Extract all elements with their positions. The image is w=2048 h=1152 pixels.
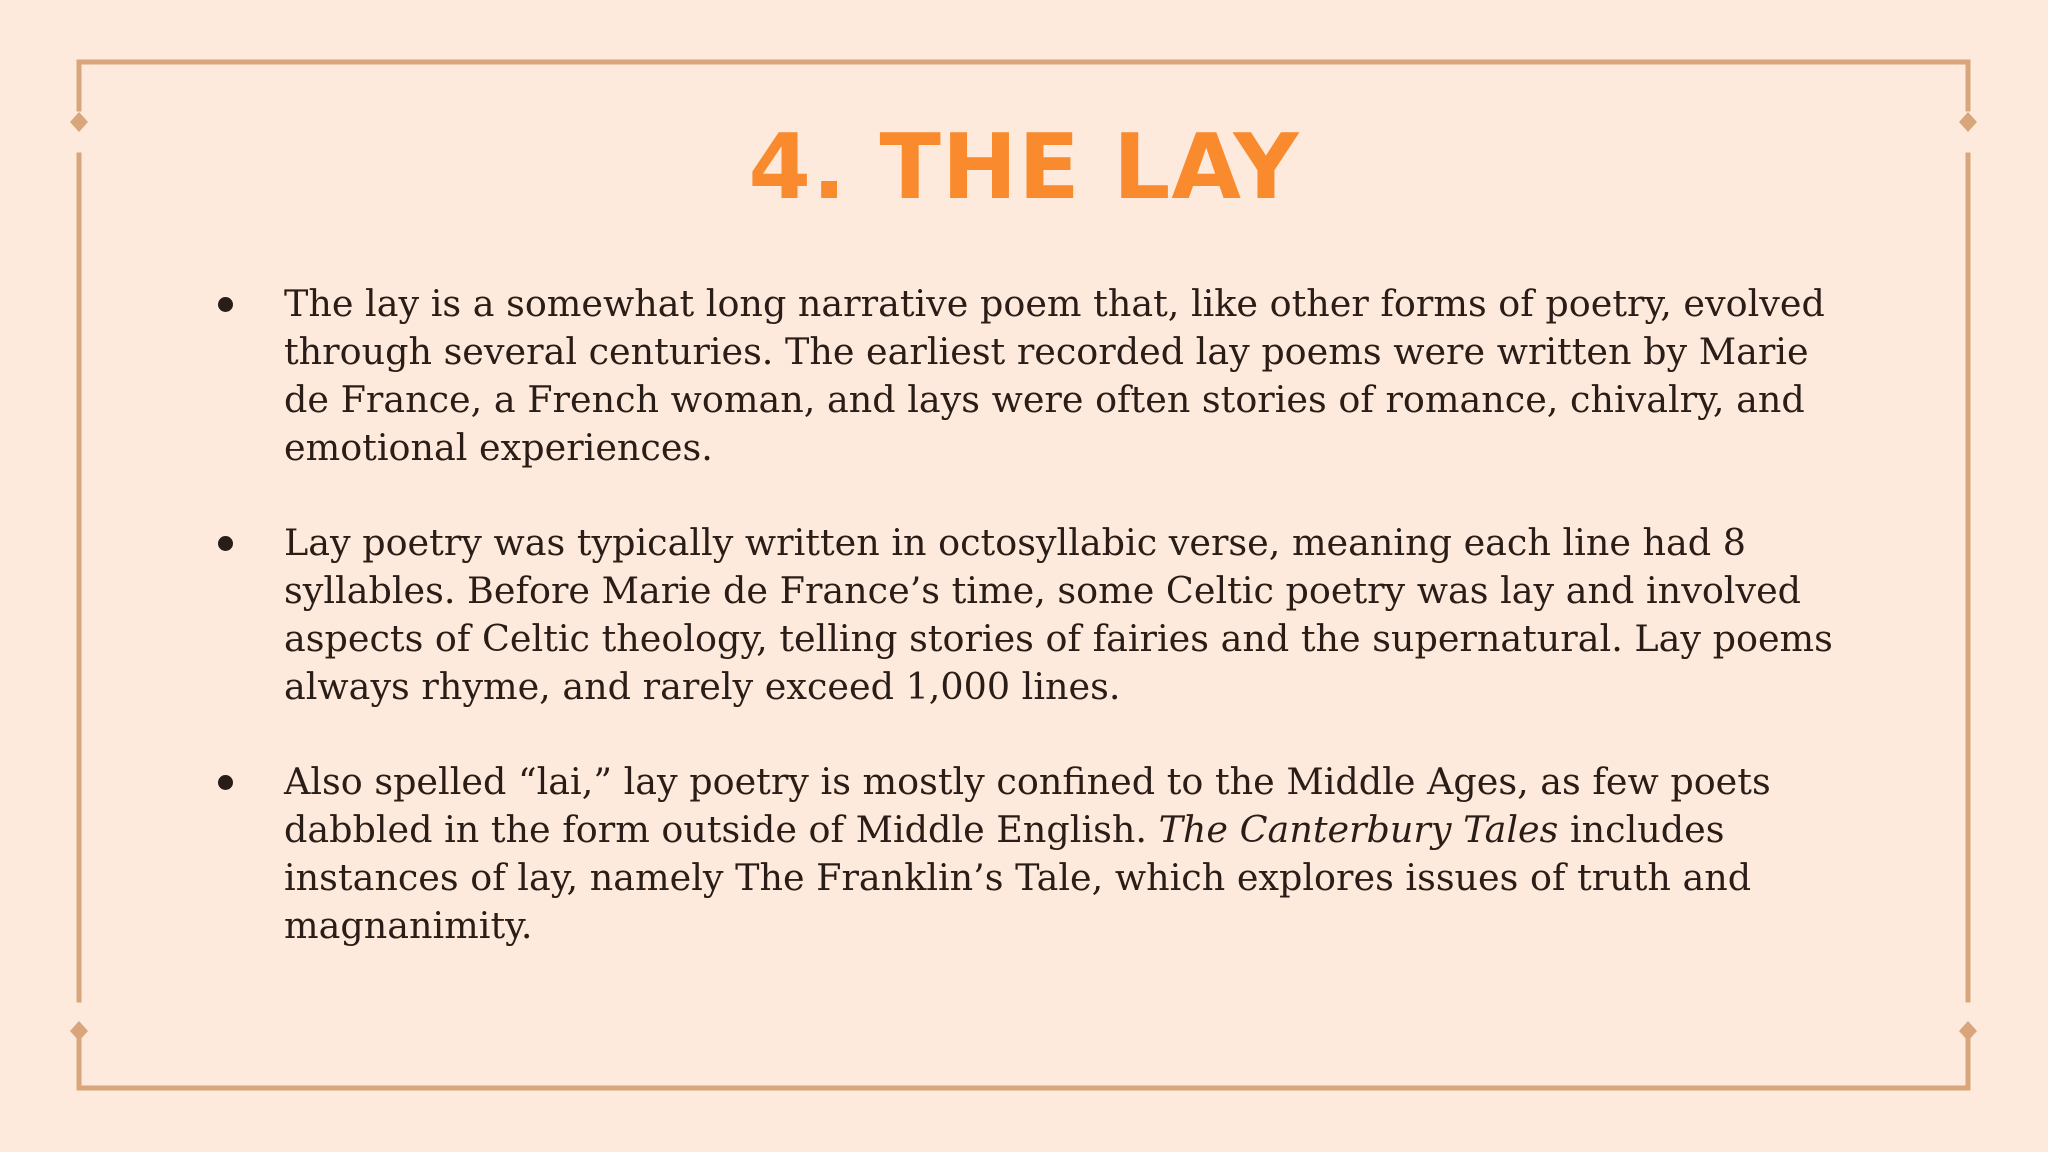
bullet-text: Lay poetry was typically written in octosyllabic verse, meaning each line had 8 syllables. Before Marie de France’s time, some Celtic poetry was lay and involved aspects of Celtic theology, telling stories of fairies and the supernatural. Lay poems always rhyme, and rarely exceed 1,000 lines. [284,521,1833,708]
diamond-ornament-bottom-right [1959,1021,1977,1041]
book-title: The Canterbury Tales [1158,808,1559,851]
bullet-dot-icon [218,536,233,551]
border-bottom-line [79,1040,1968,1088]
bullet-item [218,758,1858,950]
bullet-text [284,760,1771,947]
border-top-line [79,62,1968,109]
bullet-text-part: includes instances of lay, namely The Franklin’s Tale, which explores issues of truth and magnanimity. [284,808,1752,947]
bullet-item [218,280,1858,472]
diamond-ornament-bottom-left [70,1021,88,1041]
bullet-dot-icon [218,775,233,790]
slide-title: 4. THE LAY [748,115,1300,220]
bullet-list [218,280,1858,997]
bullet-item [218,519,1858,711]
bullet-dot-icon [218,297,233,312]
bullet-text-part: Also spelled “lai,” lay poetry is mostly confined to the Middle Ages, as few poets dabbled in the form outside of Middle English. [284,760,1771,851]
bullet-text: The lay is a somewhat long narrative poem that, like other forms of poetry, evolved through several centuries. The earliest recorded lay poems were written by Marie de France, a French woman, and lays were often stories of romance, chivalry, and emotional experiences. [284,282,1825,469]
